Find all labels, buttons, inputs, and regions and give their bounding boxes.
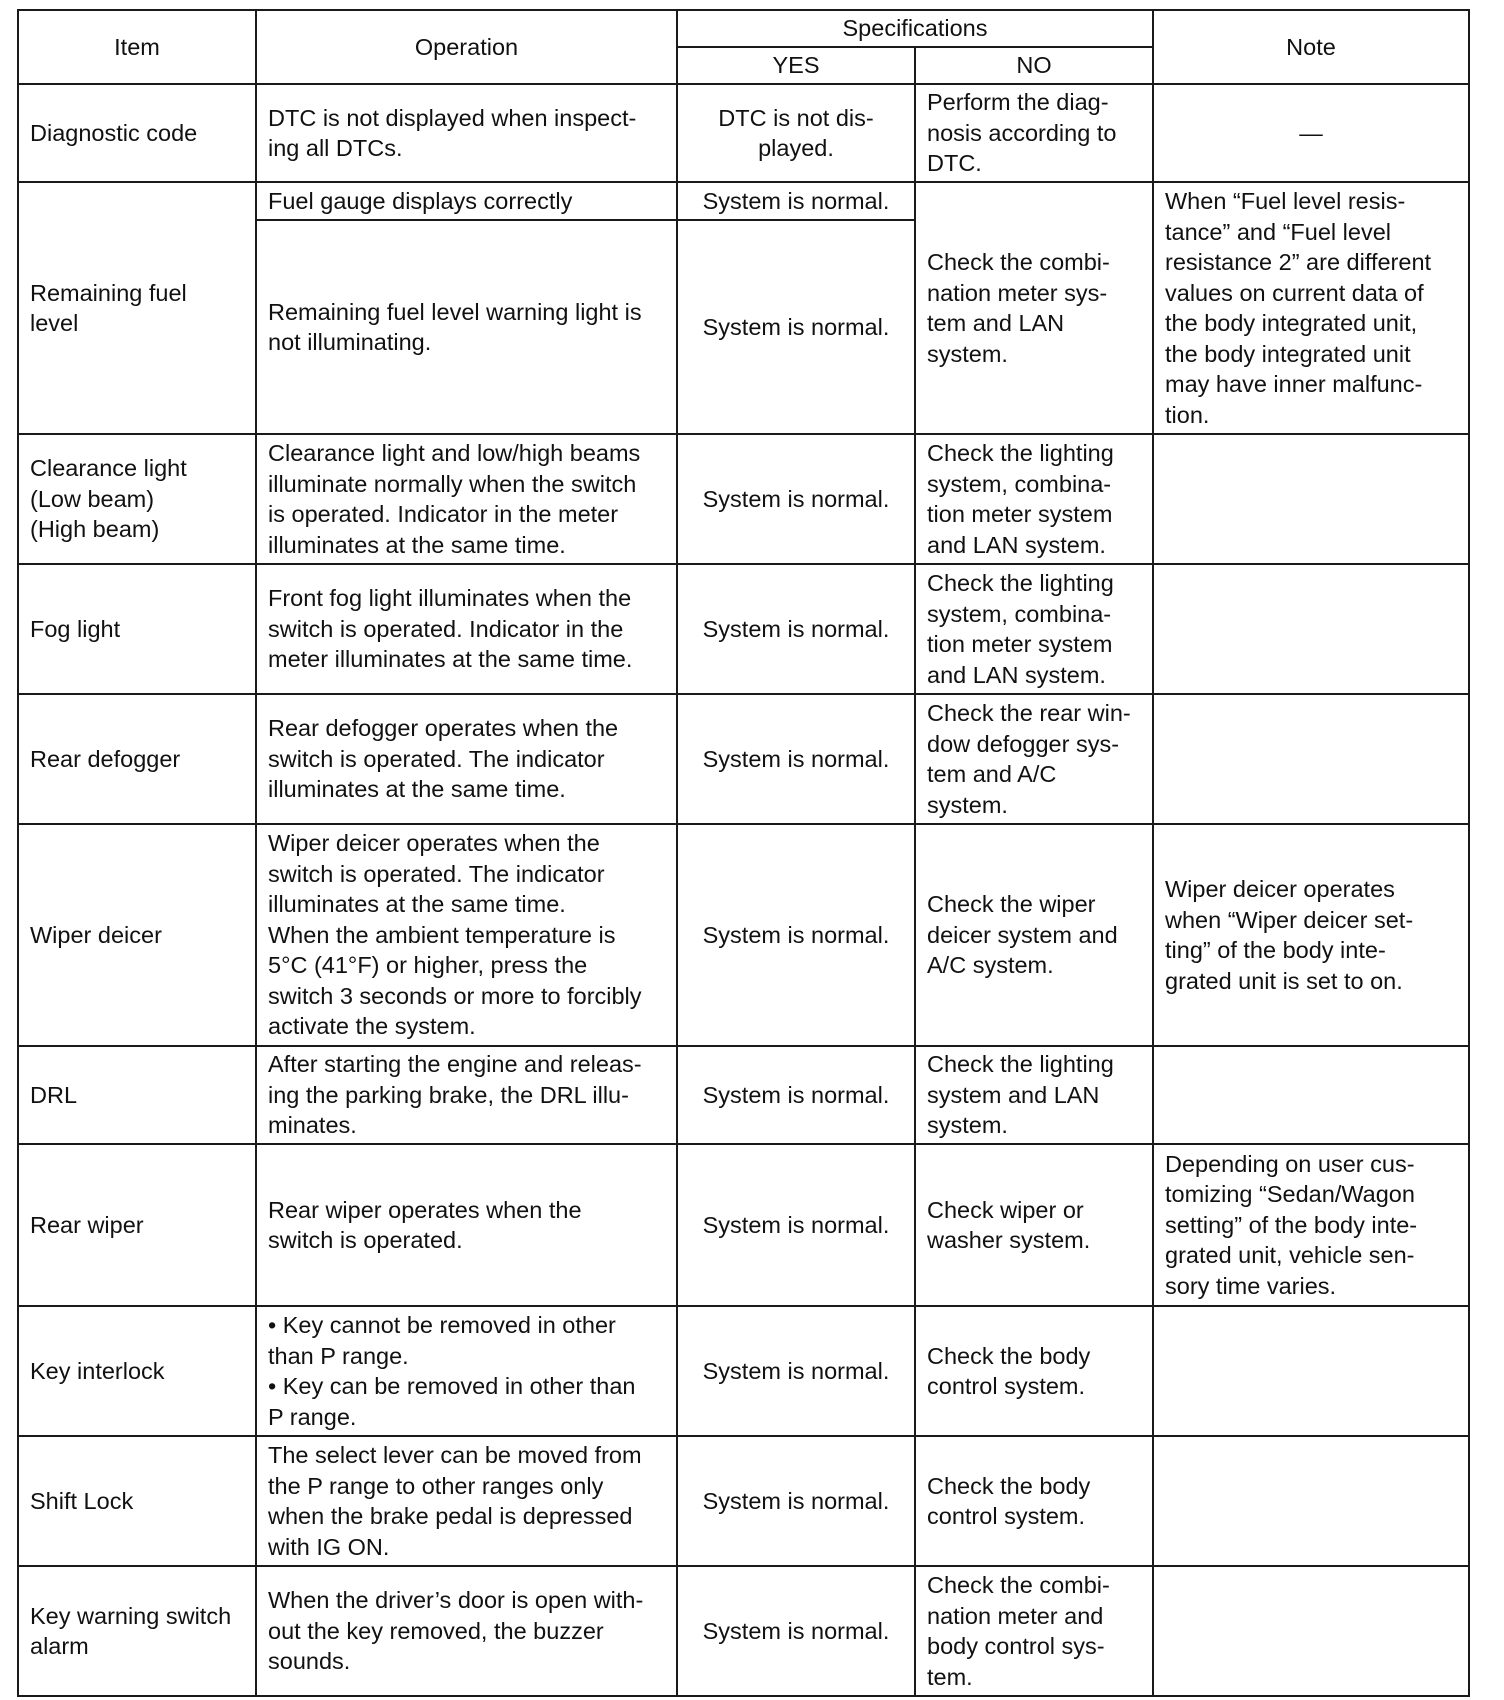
no-text: Check the combi- nation meter sys- tem and LAN system. [927, 249, 1110, 367]
operation-cell [256, 1306, 677, 1436]
header-row-1 [18, 10, 1469, 47]
yes-text: System is normal. [702, 1357, 890, 1384]
no-text: Perform the diag- nosis according to DTC. [927, 89, 1117, 177]
item-text: Rear wiper [30, 1211, 144, 1238]
operation-text: Fuel gauge displays correctly [268, 187, 573, 214]
yes-text: System is normal. [702, 745, 890, 772]
note-cell [1153, 1566, 1469, 1696]
inspection-table [17, 9, 1470, 1697]
no-cell [915, 182, 1153, 434]
yes-cell [677, 1566, 915, 1696]
yes-cell [677, 1046, 915, 1144]
yes-text: DTC is not dis- played. [718, 104, 874, 161]
operation-cell [256, 434, 677, 564]
operation-cell [256, 564, 677, 694]
table-row [18, 564, 1469, 694]
item-cell [18, 824, 256, 1046]
table-row [18, 1144, 1469, 1306]
yes-text: System is normal. [702, 1211, 890, 1238]
note-cell [1153, 1144, 1469, 1306]
note-text: When “Fuel level resis- tance” and “Fuel level resistance 2” are different values on current data of the body integrated unit, the body integrated unit may have inner malfunc- tion. [1165, 188, 1432, 428]
operation-text: After starting the engine and releas- ing the parking brake, the DRL illu- minates. [268, 1051, 642, 1139]
no-text: Check the combi- nation meter and body control sys- tem. [927, 1572, 1110, 1690]
no-text: Check the body control system. [927, 1472, 1091, 1529]
yes-text: System is normal. [702, 1617, 890, 1644]
note-cell [1153, 1436, 1469, 1566]
item-cell [18, 434, 256, 564]
item-cell [18, 1144, 256, 1306]
header-specifications: Specifications [677, 10, 1153, 47]
no-cell [915, 824, 1153, 1046]
no-text: Check the lighting system, combina- tion meter system and LAN system. [927, 440, 1114, 558]
no-cell [915, 1046, 1153, 1144]
note-text: — [1299, 119, 1323, 146]
table-row [18, 1046, 1469, 1144]
operation-text: • Key cannot be removed in other than P range. • Key can be removed in other than P range. [268, 1312, 636, 1430]
yes-text: System is normal. [702, 615, 890, 642]
item-text: Key interlock [30, 1357, 165, 1384]
operation-cell [256, 1144, 677, 1306]
operation-text: Rear wiper operates when the switch is operated. [268, 1196, 582, 1253]
operation-cell [256, 220, 677, 434]
item-cell [18, 84, 256, 182]
item-text: Wiper deicer [30, 921, 162, 948]
operation-cell [256, 824, 677, 1046]
yes-text: System is normal. [702, 921, 890, 948]
item-cell [18, 1046, 256, 1144]
item-text: Key warning switch alarm [30, 1602, 232, 1659]
item-text: Shift Lock [30, 1487, 134, 1514]
yes-text: System is normal. [702, 1081, 890, 1108]
table-row [18, 694, 1469, 824]
yes-cell [677, 564, 915, 694]
item-cell [18, 1436, 256, 1566]
operation-cell [256, 1436, 677, 1566]
yes-cell [677, 1306, 915, 1436]
no-text: Check wiper or washer system. [927, 1196, 1091, 1253]
operation-text: When the driver’s door is open with- out the key removed, the buzzer sounds. [268, 1587, 644, 1675]
note-cell [1153, 84, 1469, 182]
no-cell [915, 1436, 1153, 1566]
header-item: Item [18, 10, 256, 84]
operation-cell [256, 182, 677, 220]
item-text: Rear defogger [30, 745, 181, 772]
note-cell [1153, 564, 1469, 694]
header-yes: YES [677, 47, 915, 84]
item-cell [18, 564, 256, 694]
note-cell [1153, 694, 1469, 824]
yes-cell [677, 434, 915, 564]
item-text: Remaining fuel level [30, 279, 187, 336]
operation-cell [256, 84, 677, 182]
yes-cell [677, 182, 915, 220]
yes-text: System is normal. [702, 485, 890, 512]
no-text: Check the body control system. [927, 1342, 1091, 1399]
operation-text: Front fog light illuminates when the switch is operated. Indicator in the meter illuminates at the same time. [268, 585, 633, 673]
yes-cell [677, 694, 915, 824]
header-operation: Operation [256, 10, 677, 84]
item-cell [18, 1306, 256, 1436]
operation-text: DTC is not displayed when inspect- ing all DTCs. [268, 104, 637, 161]
table-row [18, 824, 1469, 1046]
yes-cell [677, 84, 915, 182]
operation-text: Remaining fuel level warning light is not illuminating. [268, 298, 642, 355]
table-row [18, 1566, 1469, 1696]
item-cell [18, 1566, 256, 1696]
no-text: Check the lighting system and LAN system. [927, 1051, 1114, 1139]
item-text: Fog light [30, 615, 121, 642]
table-row [18, 434, 1469, 564]
yes-cell [677, 220, 915, 434]
operation-text: Rear defogger operates when the switch is operated. The indicator illuminates at the same time. [268, 715, 619, 803]
yes-cell [677, 1144, 915, 1306]
yes-cell [677, 824, 915, 1046]
note-cell [1153, 434, 1469, 564]
note-text: Wiper deicer operates when “Wiper deicer set- ting” of the body inte- grated unit is set to on. [1165, 876, 1414, 994]
item-text: Diagnostic code [30, 119, 198, 146]
table-row [18, 1306, 1469, 1436]
item-text: Clearance light (Low beam) (High beam) [30, 455, 187, 543]
no-text: Check the lighting system, combina- tion meter system and LAN system. [927, 570, 1114, 688]
note-text: Depending on user cus- tomizing “Sedan/Wagon setting” of the body inte- grated unit, vehicle sen- sory time varies. [1165, 1150, 1418, 1299]
operation-text: The select lever can be moved from the P range to other ranges only when the brake pedal is depressed with IG ON. [268, 1442, 642, 1560]
operation-cell [256, 1046, 677, 1144]
header-note: Note [1153, 10, 1469, 84]
table-row [18, 182, 1469, 220]
no-cell [915, 694, 1153, 824]
no-cell [915, 1566, 1153, 1696]
yes-cell [677, 1436, 915, 1566]
note-cell [1153, 182, 1469, 434]
item-text: DRL [30, 1081, 78, 1108]
no-cell [915, 84, 1153, 182]
no-cell [915, 1144, 1153, 1306]
note-cell [1153, 824, 1469, 1046]
yes-text: System is normal. [702, 313, 890, 340]
no-cell [915, 564, 1153, 694]
operation-cell [256, 1566, 677, 1696]
no-cell [915, 434, 1153, 564]
inspection-table-container [17, 9, 1470, 1697]
operation-text: Wiper deicer operates when the switch is operated. The indicator illuminates at the same time. When the ambient temperature is 5°C (41°F) or higher, press the switch 3 seconds or more to forcibly activate the system. [268, 830, 642, 1040]
operation-text: Clearance light and low/high beams illuminate normally when the switch is operated. Indicator in the meter illuminates at the same time. [268, 440, 641, 558]
no-text: Check the rear win- dow defogger sys- tem and A/C system. [927, 700, 1131, 818]
yes-text: System is normal. [702, 187, 890, 214]
table-row [18, 84, 1469, 182]
item-cell [18, 694, 256, 824]
no-cell [915, 1306, 1153, 1436]
no-text: Check the wiper deicer system and A/C system. [927, 891, 1118, 979]
header-no: NO [915, 47, 1153, 84]
note-cell [1153, 1046, 1469, 1144]
yes-text: System is normal. [702, 1487, 890, 1514]
note-cell [1153, 1306, 1469, 1436]
table-row [18, 1436, 1469, 1566]
item-cell [18, 182, 256, 434]
operation-cell [256, 694, 677, 824]
